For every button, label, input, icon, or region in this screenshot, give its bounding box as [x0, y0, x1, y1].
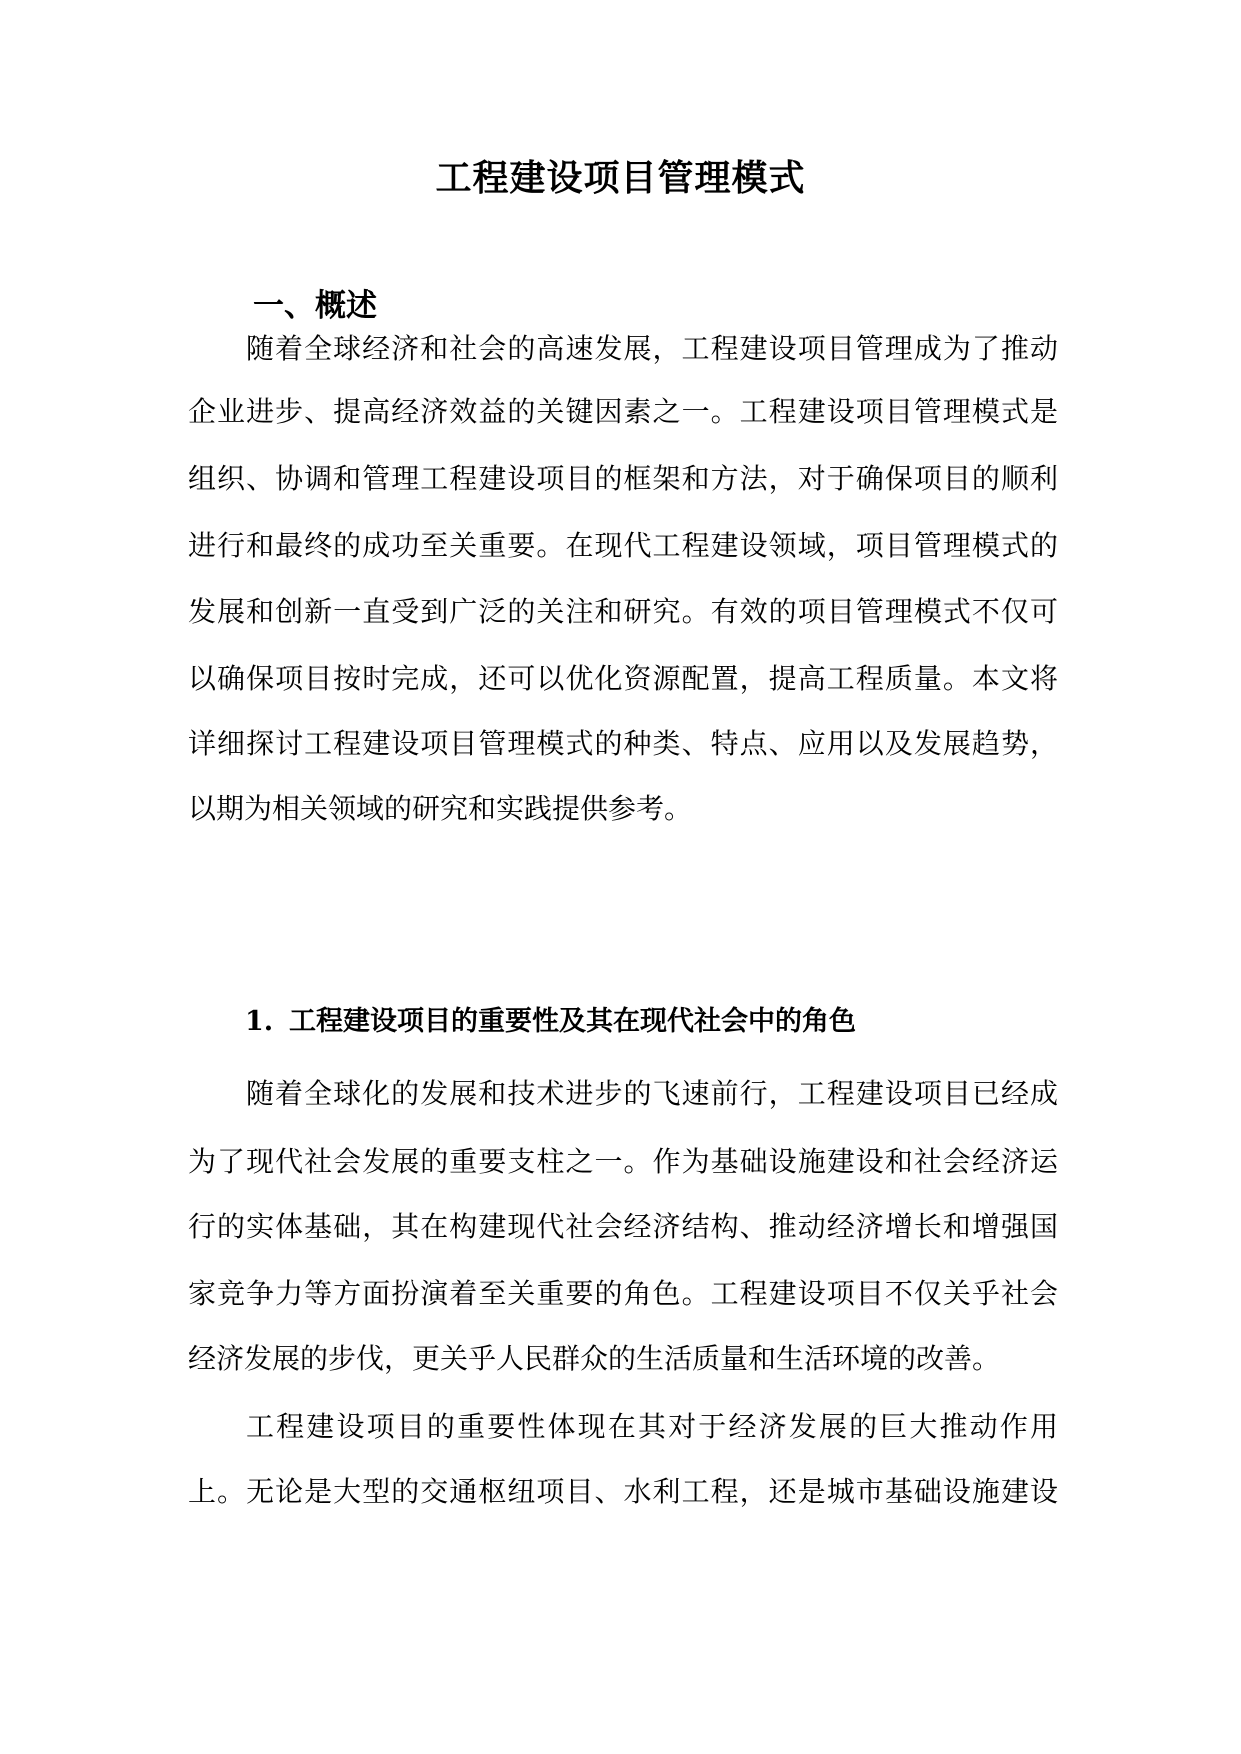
paragraph-line: 以确保项目按时完成，还可以优化资源配置，提高工程质量。本文将 — [188, 662, 1058, 695]
paragraph-line: 为了现代社会发展的重要支柱之一。作为基础设施建设和社会经济运 — [188, 1145, 1058, 1178]
paragraph-line: 发展和创新一直受到广泛的关注和研究。有效的项目管理模式不仅可 — [188, 595, 1058, 628]
paragraph-line: 以期为相关领域的研究和实践提供参考。 — [188, 792, 693, 825]
paragraph-line: 随着全球化的发展和技术进步的飞速前行，工程建设项目已经成 — [246, 1077, 1058, 1110]
subsection-heading — [245, 1000, 856, 1044]
paragraph-line: 经济发展的步伐，更关乎人民群众的生活质量和生活环境的改善。 — [188, 1342, 1001, 1375]
paragraph-line: 行的实体基础，其在构建现代社会经济结构、推动经济增长和增强国 — [188, 1210, 1058, 1243]
paragraph-line: 组织、协调和管理工程建设项目的框架和方法，对于确保项目的顺利 — [188, 462, 1058, 495]
paragraph-line: 进行和最终的成功至关重要。在现代工程建设领域，项目管理模式的 — [188, 529, 1058, 562]
paragraph-line: 随着全球经济和社会的高速发展，工程建设项目管理成为了推动 — [246, 332, 1058, 365]
paragraph-line: 详细探讨工程建设项目管理模式的种类、特点、应用以及发展趋势， — [188, 727, 1058, 760]
paragraph-line: 上。无论是大型的交通枢纽项目、水利工程，还是城市基础设施建设 — [188, 1475, 1058, 1508]
section-heading-overview: 一、概述 — [253, 288, 377, 324]
paragraph-line: 家竞争力等方面扮演着至关重要的角色。工程建设项目不仅关乎社会 — [188, 1277, 1058, 1310]
paragraph-line: 工程建设项目的重要性体现在其对于经济发展的巨大推动作用 — [246, 1410, 1058, 1443]
document-title: 工程建设项目管理模式 — [435, 157, 806, 199]
subsection-title: 工程建设项目的重要性及其在现代社会中的角色 — [289, 1006, 856, 1037]
paragraph-line: 企业进步、提高经济效益的关键因素之一。工程建设项目管理模式是 — [188, 395, 1058, 428]
subsection-number: 1. — [245, 1006, 274, 1037]
